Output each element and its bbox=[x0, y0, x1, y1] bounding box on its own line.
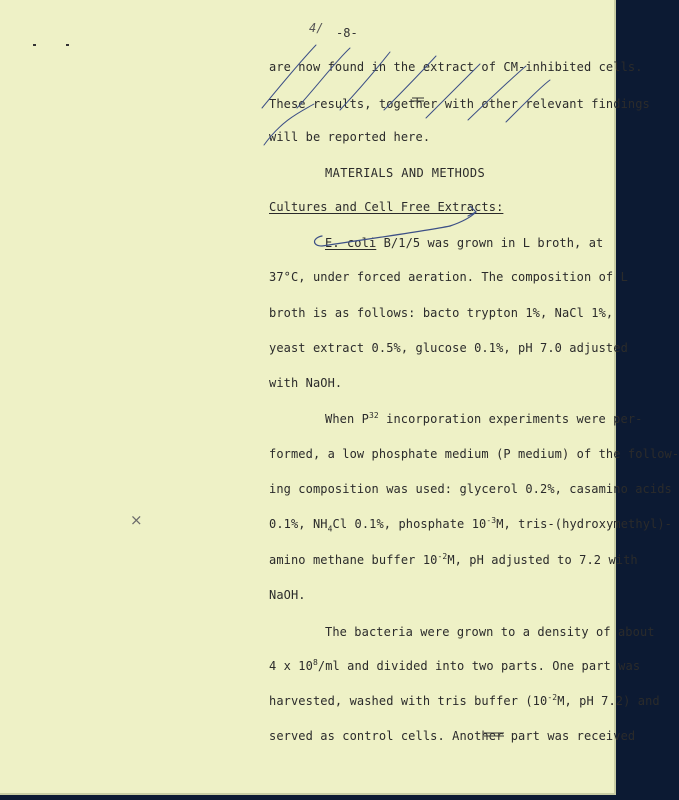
text-line: These results, together with other relevant findings bbox=[269, 97, 650, 111]
text-line: 4 x $10^8/ml$ and divided into two parts. One part was bbox=[269, 658, 641, 673]
text-line: will be reported here. bbox=[269, 130, 431, 144]
page-number-pencil: 4/ bbox=[309, 21, 324, 35]
text-line: E. coli B/1/5 was grown in L broth, at bbox=[325, 236, 604, 250]
section-heading: MATERIALS AND METHODS bbox=[325, 166, 486, 180]
margin-speck bbox=[66, 44, 69, 46]
text-line: 37°C, under forced aeration. The composition of L bbox=[269, 270, 628, 284]
text-line: served as control cells. Another part was received bbox=[269, 729, 636, 743]
text-line: ing composition was used: glycerol 0.2%, casamino acids bbox=[269, 482, 672, 496]
text-line: When $P^{32}$ incorporation experiments were per- bbox=[325, 411, 643, 426]
text-line: yeast extract 0.5%, glucose 0.1%, pH 7.0 adjusted bbox=[269, 341, 628, 355]
margin-speck bbox=[33, 44, 36, 46]
text-line: with NaOH. bbox=[269, 376, 343, 390]
text-line: broth is as follows: bacto trypton 1%, NaCl 1%, bbox=[269, 306, 614, 320]
page-number-typed: -8- bbox=[336, 26, 358, 40]
subsection-heading: Cultures and Cell Free Extracts: bbox=[269, 200, 504, 214]
text-line: formed, a low phosphate medium (P medium) of the follow- bbox=[269, 447, 679, 461]
organism-name: E. coli bbox=[325, 236, 377, 250]
text-line: NaOH. bbox=[269, 588, 306, 602]
text-line: harvested, washed with tris buffer ($10^{-2}M$, pH 7.2) and bbox=[269, 693, 660, 708]
margin-x-mark: × bbox=[130, 511, 143, 529]
text-line: The bacteria were grown to a density of about bbox=[325, 625, 655, 639]
text-line: are now found in the extract of CM-inhibited cells. bbox=[269, 60, 643, 74]
text-line: amino methane buffer $10^{-2}M$, pH adjusted to 7.2 with bbox=[269, 552, 638, 567]
text-line: 0.1%, $NH_4Cl$ 0.1%, phosphate $10^{-3}M$, tris-(hydroxymethyl)- bbox=[269, 516, 672, 534]
